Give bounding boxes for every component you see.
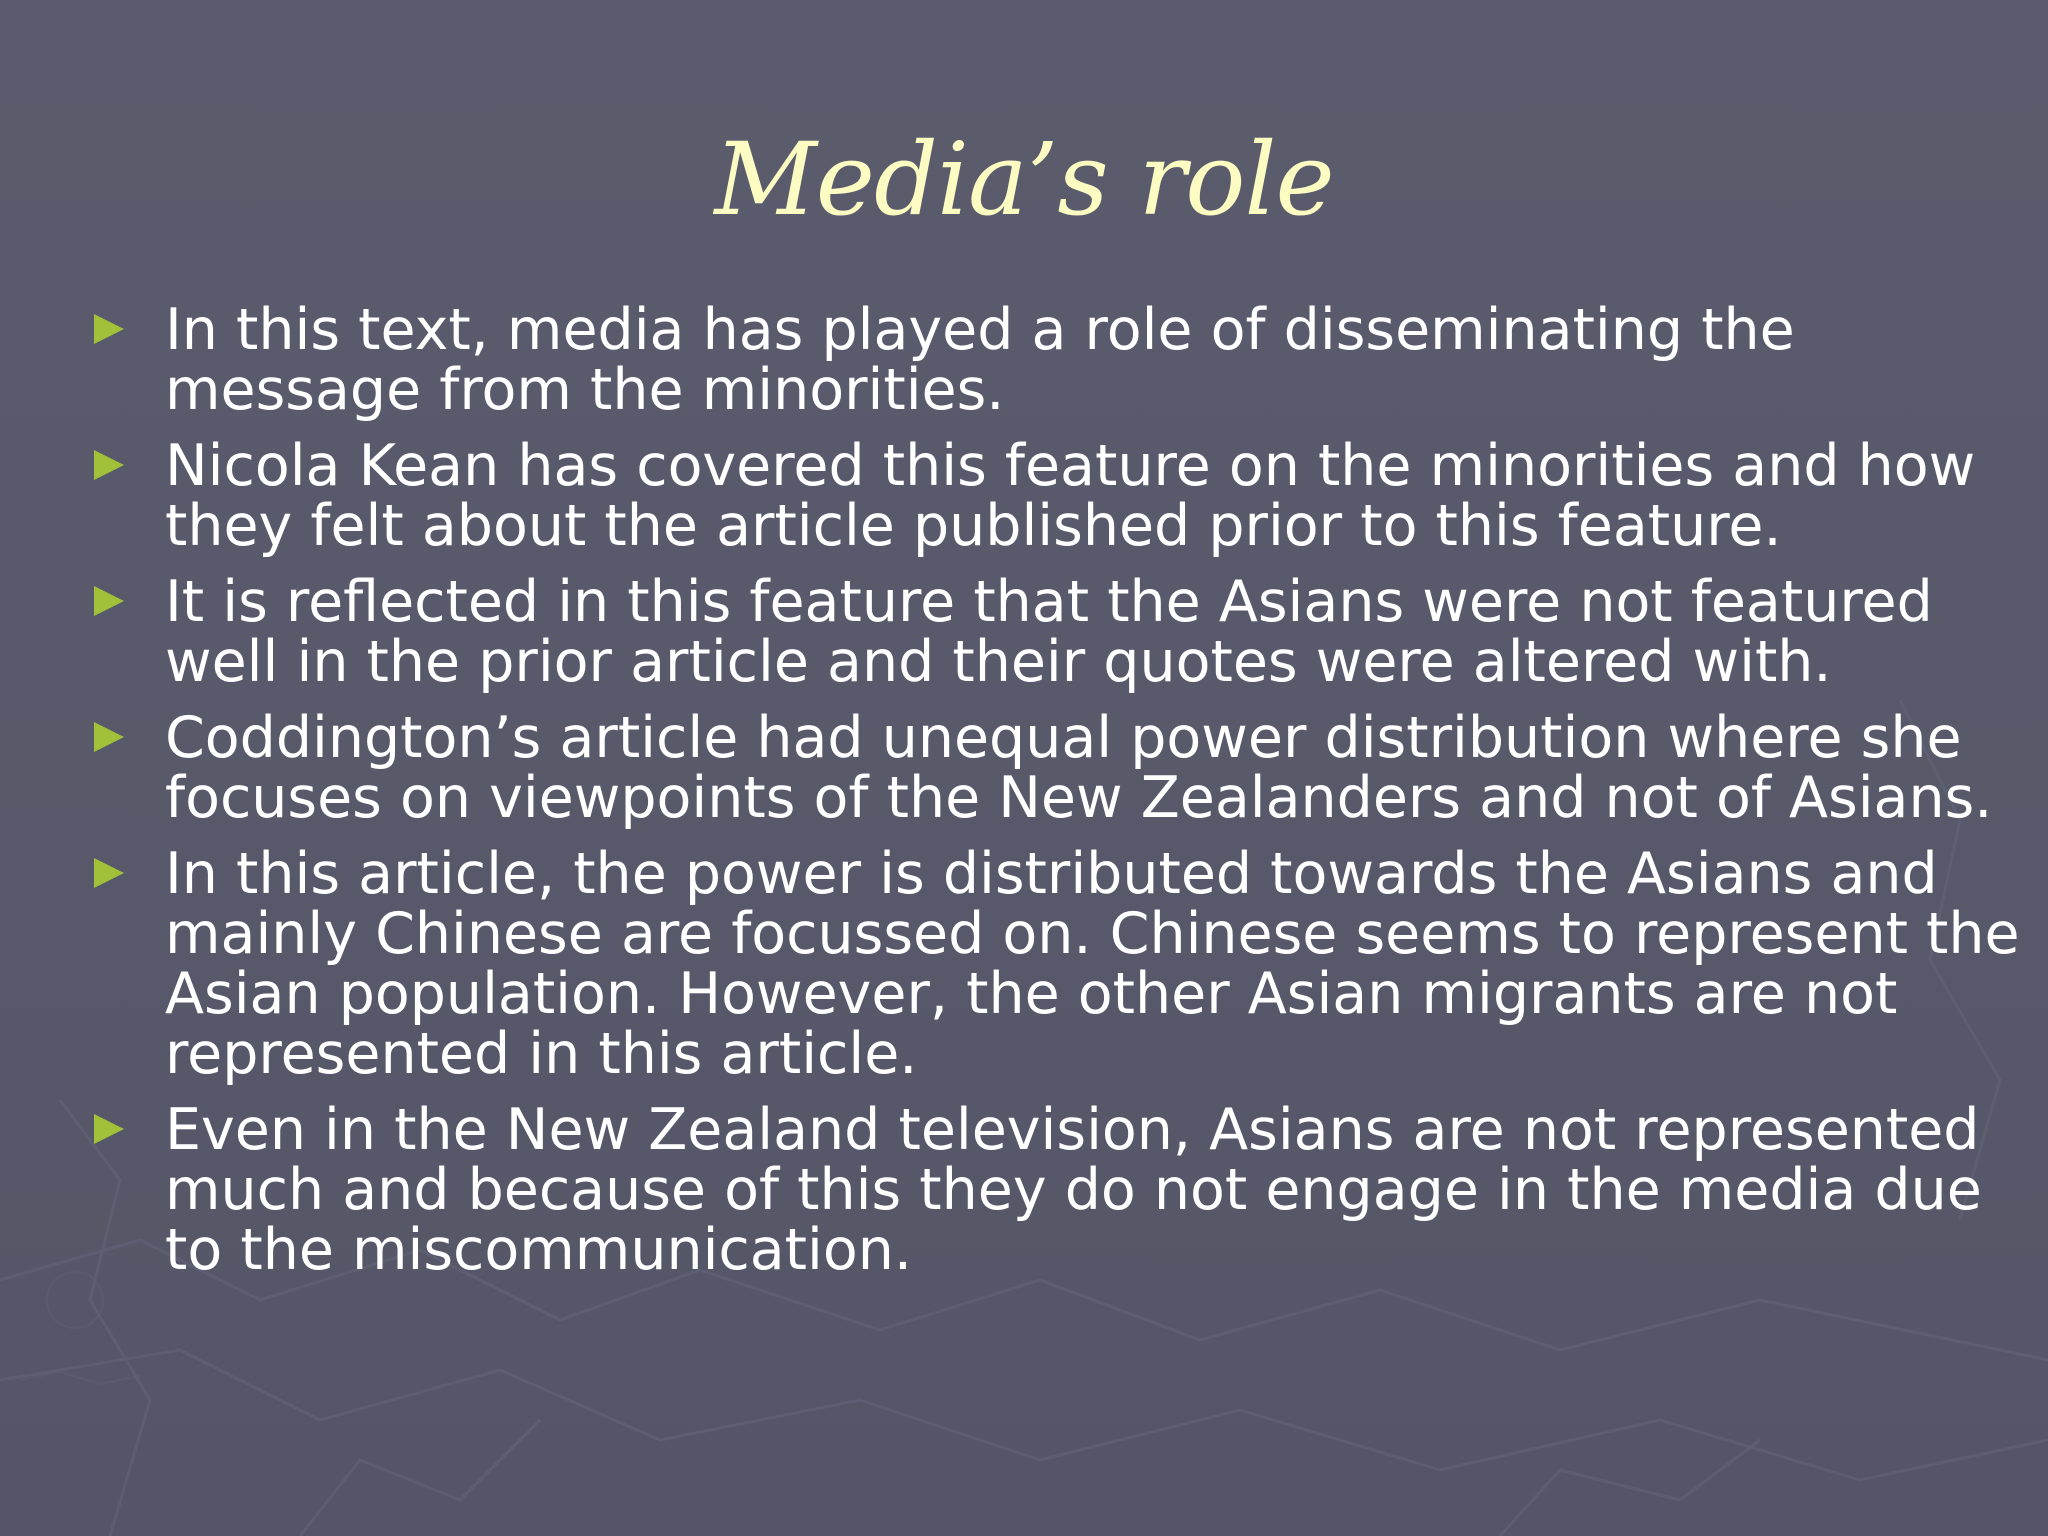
bullet-item [90,297,2010,423]
bullet-item [90,433,2010,559]
bullet-line: represented in this article. [165,1021,918,1087]
triangle-right-icon [94,314,124,344]
bullet-line: In this article, the power is distributed towards the Asians and [165,841,1938,907]
bullet-line: they felt about the article published prior to this feature. [165,493,1782,559]
bullet-line: mainly Chinese are focussed on. Chinese seems to represent the [165,901,2020,967]
bullet-item [90,1097,2010,1283]
slide-title: Media’s role [714,121,1334,238]
bullet-item [90,705,2010,831]
bullet-line: to the miscommunication. [165,1217,912,1283]
triangle-right-icon [94,586,124,616]
bullet-item [90,841,2020,1087]
bullet-line: much and because of this they do not engage in the media due [165,1157,1982,1223]
triangle-right-icon [94,1114,124,1144]
triangle-right-icon [94,722,124,752]
bullet-line: message from the minorities. [165,357,1005,423]
bullet-line: In this text, media has played a role of disseminating the [165,297,1795,363]
bullet-line: Asian population. However, the other Asian migrants are not [165,961,1898,1027]
bullet-line: Nicola Kean has covered this feature on the minorities and how [165,433,1976,499]
bullet-item [90,569,2010,695]
bullet-line: focuses on viewpoints of the New Zealanders and not of Asians. [165,765,1993,831]
triangle-right-icon [94,858,124,888]
bullet-line: Coddington’s article had unequal power distribution where she [165,705,1962,771]
bullet-line: well in the prior article and their quotes were altered with. [165,629,1832,695]
bullet-line: It is reflected in this feature that the Asians were not featured [165,569,1933,635]
bullet-list [90,297,2020,1296]
triangle-right-icon [94,450,124,480]
bullet-line: Even in the New Zealand television, Asians are not represented [165,1097,1980,1163]
